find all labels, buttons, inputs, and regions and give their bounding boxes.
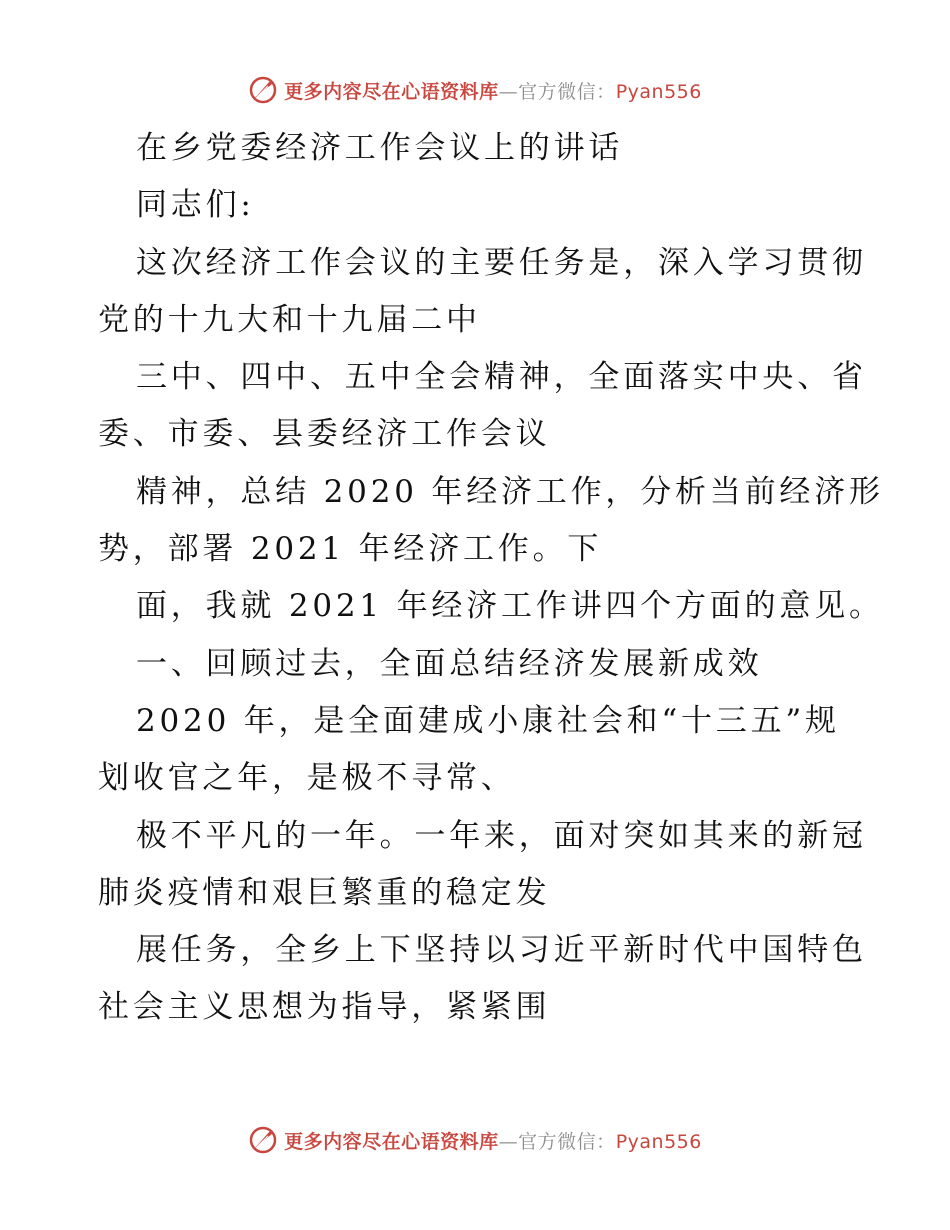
- watermark-wechat-label: 官方微信：: [518, 80, 616, 103]
- paragraph-line: 三中、四中、五中全会精神，全面落实中央、省: [136, 359, 867, 396]
- feather-seal-icon: [248, 75, 278, 105]
- document-title: 在乡党委经济工作会议上的讲话: [136, 130, 624, 166]
- feather-seal-icon: [248, 1125, 278, 1155]
- watermark-site-text: 更多内容尽在心语资料库: [284, 1130, 499, 1153]
- footer-watermark-banner: [0, 1120, 950, 1160]
- paragraph-line: 党的十九大和十九届二中: [98, 301, 481, 338]
- paragraph-line: 肺炎疫情和艰巨繁重的稳定发: [98, 874, 551, 911]
- watermark-separator: —: [498, 1130, 519, 1153]
- watermark-wechat-label: 官方微信：: [518, 1130, 616, 1153]
- watermark-site-text: 更多内容尽在心语资料库: [284, 80, 499, 103]
- paragraph-line: 这次经济工作会议的主要任务是，深入学习贯彻: [136, 244, 867, 281]
- document-body: [98, 120, 884, 1037]
- watermark-wechat-id: Pyan556: [615, 80, 702, 103]
- paragraph-line: 势，部署 2021 年经济工作。下: [98, 531, 603, 568]
- paragraph-line: 极不平凡的一年。一年来，面对突如其来的新冠: [136, 817, 867, 854]
- paragraph-line: 社会主义思想为指导，紧紧围: [98, 989, 551, 1026]
- paragraph-line: 委、市委、县委经济工作会议: [98, 416, 551, 453]
- salutation: 同志们:: [136, 187, 255, 224]
- paragraph-line: 精神，总结 2020 年经济工作，分析当前经济形: [136, 473, 884, 510]
- watermark-separator: —: [498, 80, 519, 103]
- watermark-wechat-id: Pyan556: [615, 1130, 702, 1153]
- paragraph-line: 展任务，全乡上下坚持以习近平新时代中国特色: [136, 932, 867, 969]
- paragraph-line: 2020 年，是全面建成小康社会和“十三五”规: [136, 702, 840, 739]
- paragraph-line: 划收官之年，是极不寻常、: [98, 760, 516, 797]
- section-heading: 一、回顾过去，全面总结经济发展新成效: [136, 645, 763, 682]
- paragraph-line: 面，我就 2021 年经济工作讲四个方面的意见。: [136, 588, 884, 625]
- header-watermark-banner: [0, 70, 950, 110]
